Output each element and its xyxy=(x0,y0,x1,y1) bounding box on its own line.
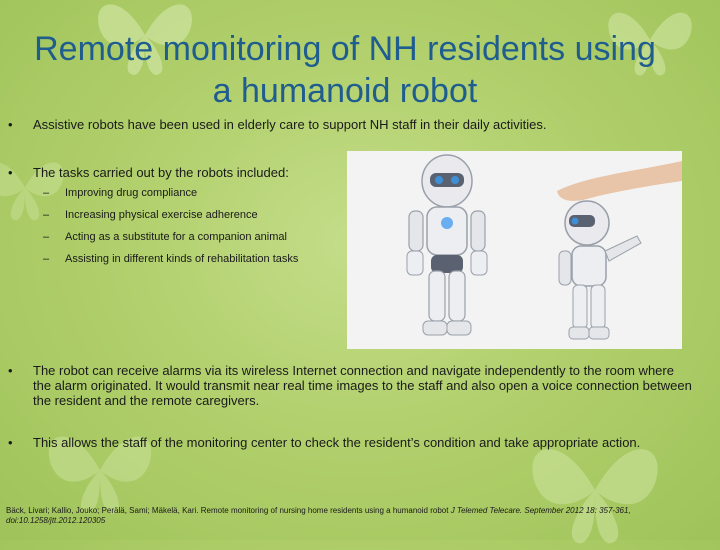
bullet-mark: • xyxy=(8,363,13,378)
citation-authors: Bäck, Livari; Kallio, Jouko; Perälä, Sami; Mäkelä, Kari. Remote monitoring of nursing home residents using a humanoid robot xyxy=(6,506,449,515)
butterfly-icon xyxy=(0,150,70,225)
bullet-mark: • xyxy=(8,117,13,132)
humanoid-robot-photo xyxy=(347,151,682,349)
citation xyxy=(6,506,696,526)
dash-mark: – xyxy=(43,253,50,265)
bullet-text: The tasks carried out by the robots included: xyxy=(33,165,289,180)
dash-mark: – xyxy=(43,187,50,199)
bullet-text: This allows the staff of the monitoring center to check the resident’s condition and take appropriate action. xyxy=(33,435,641,450)
bullet-item xyxy=(8,363,698,411)
dash-mark: – xyxy=(43,231,50,243)
slide-title xyxy=(0,28,690,112)
sub-item-text: Acting as a substitute for a companion animal xyxy=(65,231,287,243)
dash-mark: – xyxy=(43,209,50,221)
sub-item-text: Assisting in different kinds of rehabilitation tasks xyxy=(65,253,299,265)
bullet-text: The robot can receive alarms via its wireless Internet connection and navigate independently to the room where the alarm originated. It would transmit near real time images to the staff and also open a voice connection between the resident and the remote caregivers. xyxy=(33,363,692,408)
bullet-text: Assistive robots have been used in elderly care to support NH staff in their daily activities. xyxy=(33,117,547,132)
bullet-mark: • xyxy=(8,165,13,180)
title-line-1: Remote monitoring of NH residents using xyxy=(34,30,656,68)
citation-journal: J Telemed Telecare. September 2012 18: 357-361, xyxy=(450,506,631,515)
sub-item-text: Improving drug compliance xyxy=(65,187,198,199)
robot-illustration xyxy=(347,151,682,349)
bullet-mark: • xyxy=(8,435,13,450)
sub-item-text: Increasing physical exercise adherence xyxy=(65,209,258,221)
title-line-2: a humanoid robot xyxy=(212,72,478,110)
citation-doi: doi:10.1258/jtt.2012.120305 xyxy=(6,516,106,525)
